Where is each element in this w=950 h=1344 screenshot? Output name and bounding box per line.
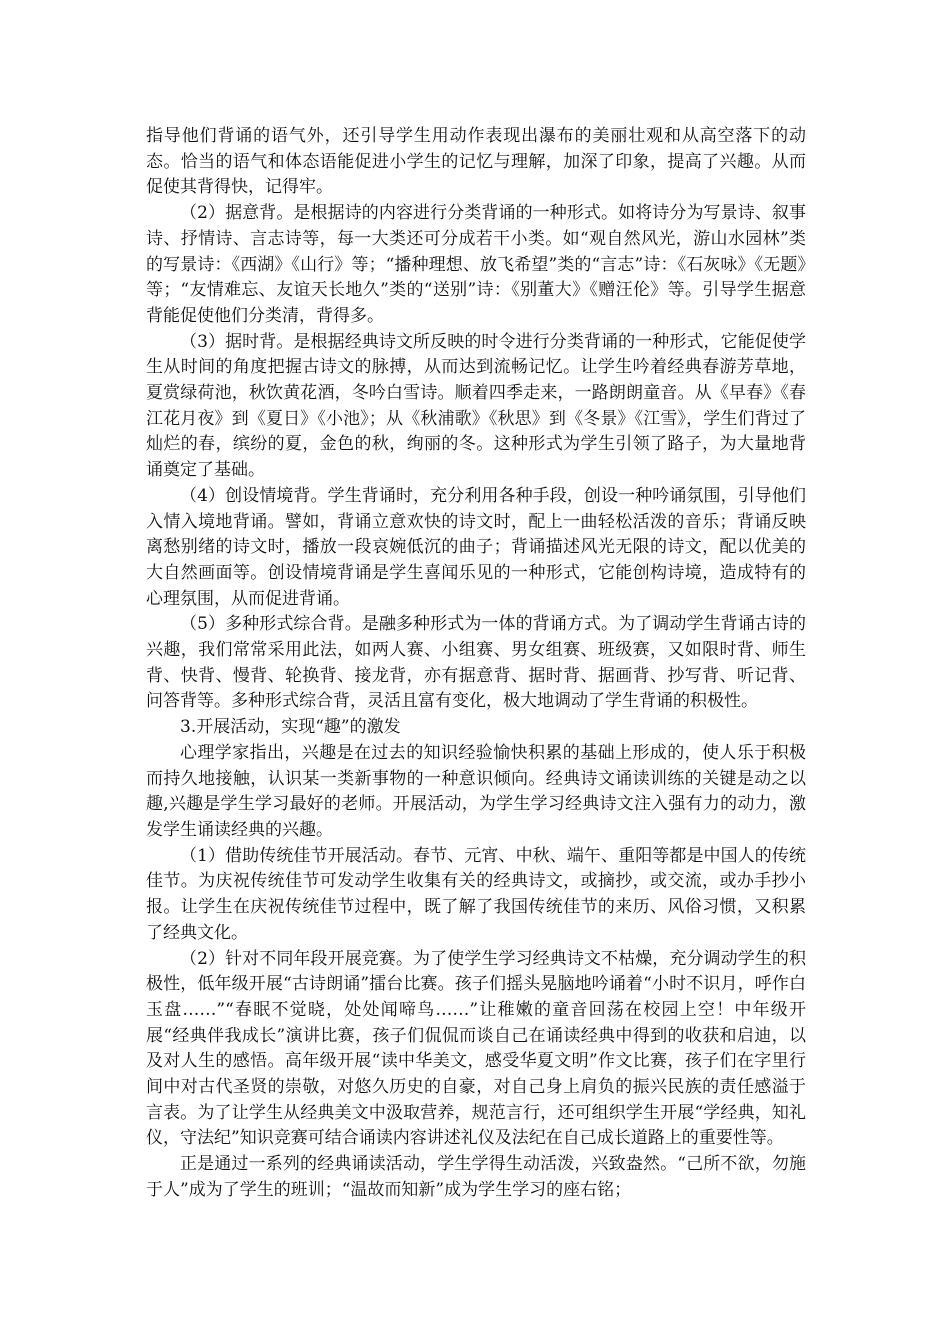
paragraph-interest-theory: 心理学家指出，兴趣是在过去的知识经验愉快积累的基础上形成的，使人乐于积极而持久地接触，认识某一类新事物的一种意识倾向。经典诗文诵读训练的关键是动之以趣,兴趣是学生学习最好的老师。开展活动，为学生学习经典诗文注入强有力的动力，激发学生诵读经典的兴趣。 [146,742,806,840]
paragraph-continuation: 指导他们背诵的语气外，还引导学生用动作表现出瀑布的美丽壮观和从高空落下的动态。恰当的语气和体态语能促进小学生的记忆与理解，加深了印象，提高了兴趣。从而促使其背得快，记得牢。 [146,126,806,198]
paragraph-recite-by-scenario: （4）创设情境背。学生背诵时，充分利用各种手段，创设一种吟诵氛围，引导他们入情入境地背诵。譬如，背诵立意欢快的诗文时，配上一曲轻松活泼的音乐；背诵反映离愁别绪的诗文时，播放一段哀婉低沉的曲子；背诵描述风光无限的诗文，配以优美的大自然画面等。创设情境背诵是学生喜闻乐见的一种形式，它能创构诗境，造成特有的心理氛围，从而促进背诵。 [146,485,806,609]
paragraph-recite-by-season: （3）据时背。是根据经典诗文所反映的时令进行分类背诵的一种形式，它能促使学生从时间的角度把握古诗文的脉搏，从而达到流畅记忆。让学生吟着经典春游芳草地，夏赏绿荷池，秋饮黄花酒，冬吟白雪诗。顺着四季走来，一路朗朗童音。从《早春》《春江花月夜》到《夏日》《小池》；从《秋浦歌》《秋思》到《冬景》《江雪》，学生们背过了灿烂的春，缤纷的夏，金色的秋，绚丽的冬。这种形式为学生引领了路子，为大量地背诵奠定了基础。 [146,331,806,481]
paragraph-festival-activities: （1）借助传统佳节开展活动。春节、元宵、中秋、端午、重阳等都是中国人的传统佳节。为庆祝传统佳节可发动学生收集有关的经典诗文，或摘抄，或交流，或办手抄小报。让学生在庆祝传统佳节过程中，既了解了我国传统佳节的来历、风俗习惯，又积累了经典文化。 [146,845,806,943]
section-heading-activities: 3.开展活动，实现“趣”的激发 [180,717,401,738]
paragraph-recite-by-meaning: （2）据意背。是根据诗的内容进行分类背诵的一种形式。如将诗分为写景诗、叙事诗、抒情诗、言志诗等，每一大类还可分成若干小类。如“观自然风光，游山水园林”类的写景诗：《西湖》《山行》等；“播种理想、放飞希望”类的“言志”诗：《石灰咏》《无题》等；“友情难忘、友谊天长地久”类的“送别”诗：《别董大》《赠汪伦》等。引导学生据意背能促使他们分类清，背得多。 [146,203,806,326]
paragraph-grade-competitions: （2）针对不同年段开展竞赛。为了使学生学习经典诗文不枯燥，充分调动学生的积极性，低年级开展“古诗朗诵”擂台比赛。孩子们摇头晃脑地吟诵着“小时不识月，呼作白玉盘……”“春眠不觉晓，处处闻啼鸟……”让稚嫩的童音回荡在校园上空！中年级开展“经典伴我成长”演讲比赛，孩子们侃侃而谈自己在诵读经典中得到的收获和启迪，以及对人生的感悟。高年级开展“读中华美文，感受华夏文明”作文比赛，孩子们在字里行间中对古代圣贤的崇敬，对悠久历史的自豪，对自己身上肩负的振兴民族的责任感溢于言表。为了让学生从经典美文中汲取营养，规范言行，还可组织学生开展“学经典，知礼仪，守法纪”知识竞赛可结合诵读内容讲述礼仪及法纪在自己成长道路上的重要性等。 [146,948,806,1149]
paragraph-recite-combined: （5）多种形式综合背。是融多种形式为一体的背诵方式。为了调动学生背诵古诗的兴趣，我们常常采用此法，如两人赛、小组赛、男女组赛、班级赛，又如限时背、师生背、快背、慢背、轮换背、接龙背，亦有据意背、据时背、据画背、抄写背、听记背、问答背等。多种形式综合背，灵活且富有变化，极大地调动了学生背诵的积极性。 [146,614,806,712]
body-text [146,124,806,1204]
paragraph-conclusion: 正是通过一系列的经典诵读活动，学生学得生动活泼，兴致盎然。“己所不欲，勿施于人”成为了学生的班训；“温故而知新”成为学生学习的座右铭； [146,1154,806,1200]
